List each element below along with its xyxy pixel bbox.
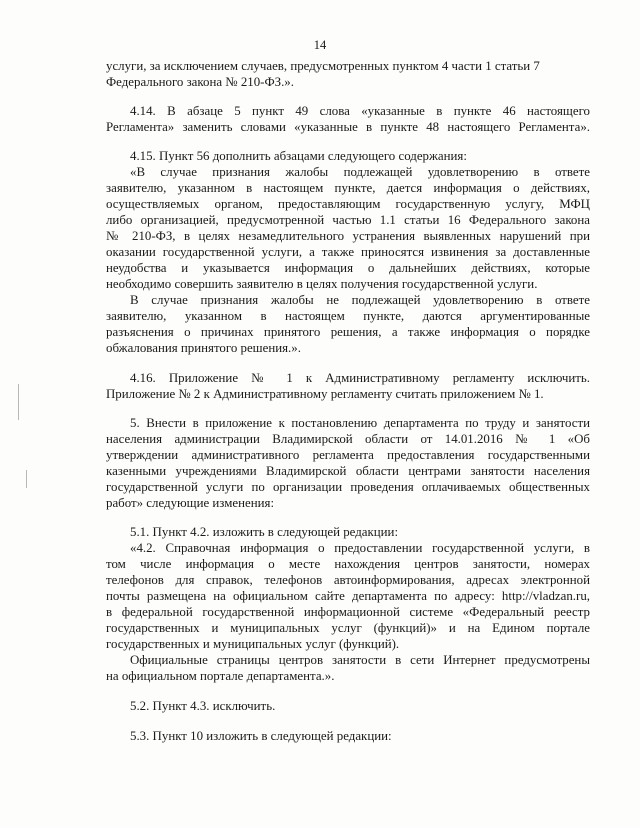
text-line: Федерального закона № 210-ФЗ.». bbox=[106, 75, 294, 89]
text-line: почты размещена на официальном сайте департамента по адресу: http://vladzan.ru, bbox=[106, 589, 590, 603]
text-line: заявителю, указанном в настоящем пункте, даются аргументированные bbox=[106, 309, 590, 323]
text-line: заявителю, указанном в настоящем пункте, дается информация о действиях, bbox=[106, 181, 590, 195]
text-line: осуществляемых органом, предоставляющим государственную услугу, МФЦ bbox=[106, 197, 590, 211]
text-line: обжалования принятого решения.». bbox=[106, 341, 301, 355]
text-line: 5. Внести в приложение к постановлению департамента по труду и занятости bbox=[130, 416, 590, 430]
text-line: работ» следующие изменения: bbox=[106, 496, 275, 510]
text-line: утверждении административного регламента предоставления государственными bbox=[106, 448, 590, 462]
text-line: № 210-ФЗ, в целях незамедлительного устранения выявленных нарушений при bbox=[106, 229, 590, 243]
text-line: Регламента» заменить словами «указанные в пункте 48 настоящего Регламента». bbox=[106, 120, 590, 134]
text-line: 4.14. В абзаце 5 пункт 49 слова «указанные в пункте 46 настоящего bbox=[130, 104, 590, 118]
text-line: том числе информация о месте нахождения центров занятости, номерах bbox=[106, 557, 590, 571]
page-number: 14 bbox=[313, 38, 327, 52]
text-line: В случае признания жалобы не подлежащей удовлетворению в ответе bbox=[130, 293, 590, 307]
text-line: государственных и муниципальных услуг (функций)» и на Едином портале bbox=[106, 621, 590, 635]
text-line: неудобства и указывается информация о дальнейших действиях, которые bbox=[106, 261, 590, 275]
text-line: Официальные страницы центров занятости в сети Интернет предусмотрены bbox=[130, 653, 590, 667]
text-line: оказании государственной услуги, а также приносятся извинения за доставленные bbox=[106, 245, 590, 259]
text-line: необходимо совершить заявителю в целях получения государственной услуги. bbox=[106, 277, 538, 291]
text-line: 5.3. Пункт 10 изложить в следующей редакции: bbox=[130, 729, 392, 743]
text-line: «В случае признания жалобы подлежащей удовлетворению в ответе bbox=[130, 165, 590, 179]
text-line: 4.16. Приложение № 1 к Административному регламенту исключить. bbox=[130, 371, 590, 385]
scan-margin-mark bbox=[18, 384, 19, 420]
text-line: «4.2. Справочная информация о предоставлении государственной услуги, в bbox=[130, 541, 590, 555]
text-line: 5.1. Пункт 4.2. изложить в следующей редакции: bbox=[130, 525, 399, 539]
scan-margin-mark bbox=[26, 470, 27, 488]
text-line: разъяснения о причинах принятого решения, а также информация о порядке bbox=[106, 325, 590, 339]
text-line: в федеральной государственной информационной системе «Федеральный реестр bbox=[106, 605, 590, 619]
text-line: населения администрации Владимирской области от 14.01.2016 № 1 «Об bbox=[106, 432, 590, 446]
text-line: государственной услуги по организации проведения оплачиваемых общественных bbox=[106, 480, 590, 494]
text-line: 5.2. Пункт 4.3. исключить. bbox=[130, 699, 276, 713]
text-line: государственных и муниципальных услуг (функций). bbox=[106, 637, 400, 651]
text-line: на официальном портале департамента.». bbox=[106, 669, 335, 683]
text-line: 4.15. Пункт 56 дополнить абзацами следующего содержания: bbox=[130, 149, 467, 163]
text-line: Приложение № 2 к Административному регламенту считать приложением № 1. bbox=[106, 387, 544, 401]
text-line: услуги, за исключением случаев, предусмотренных пунктом 4 части 1 статьи 7 bbox=[106, 59, 540, 73]
text-line: телефонов для справок, телефонов автоинформирования, адресах электронной bbox=[106, 573, 590, 587]
text-line: казенными учреждениями Владимирской области центрами занятости населения bbox=[106, 464, 590, 478]
text-line: либо организацией, предусмотренной частью 1.1 статьи 16 Федерального закона bbox=[106, 213, 590, 227]
